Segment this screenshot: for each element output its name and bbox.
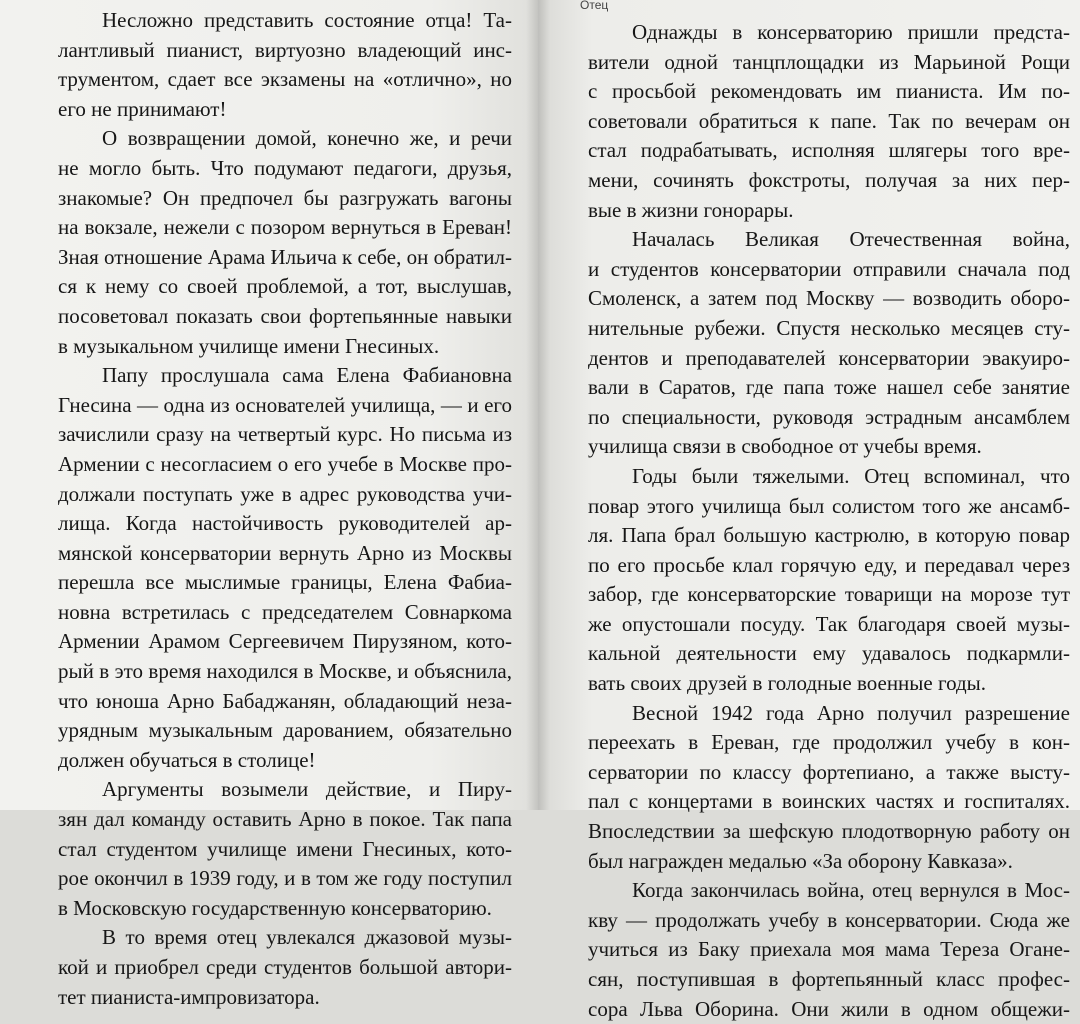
right-page-text <box>588 0 1070 1024</box>
text-line: сян, поступившая в фортепьянный класс профес- <box>588 967 1070 991</box>
text-line: ся к нему со своей проблемой, а тот, выслушав, <box>58 274 512 299</box>
text-line: должен обучаться в столице! <box>58 747 316 772</box>
text-line: О возвращении домой, конечно же, и речи <box>102 126 512 151</box>
text-line: по его просьбе клал горячую еду, и передавал через <box>588 552 1070 577</box>
text-line: пал с концертами в воинских частях и госпиталях. <box>588 789 1070 814</box>
text-line: повар этого училища был солистом того же ансамб- <box>588 493 1070 518</box>
text-line: рый в это время находился в Москве, и объяснила, <box>58 659 512 684</box>
text-line: новна встретилась с председателем Совнаркома <box>58 599 512 624</box>
text-line: Гнесина — одна из основателей училища, — и его <box>58 392 512 417</box>
text-line: перешла все мыслимые границы, Елена Фабиа- <box>58 570 512 595</box>
text-line: Смоленск, а затем под Москву — возводить оборо- <box>588 286 1070 311</box>
text-line: Весной 1942 года Арно получил разрешение <box>632 700 1070 725</box>
text-line: переехать в Ереван, где продолжил учебу в кон- <box>588 730 1070 755</box>
text-line: Армении Арамом Сергеевичем Пирузяном, кото- <box>58 629 512 654</box>
text-line: и студентов консерватории отправили сначала под <box>588 256 1070 281</box>
text-line: вать своих друзей в голодные военные годы. <box>588 671 987 696</box>
text-line: В то время отец увлекался джазовой музы- <box>102 925 512 950</box>
text-line: рое окончил в 1939 году, и в том же году поступил <box>58 866 512 891</box>
text-line: кой и приобрел среди студентов большой автори- <box>58 955 512 979</box>
text-line: посоветовал показать свои фортепьянные навыки <box>58 303 512 328</box>
text-line: тет пианиста-импровизатора. <box>58 984 320 1009</box>
running-head: Отец <box>580 0 609 12</box>
text-line: в музыкальном училище имени Гнесиных. <box>58 333 440 358</box>
text-line: урядным музыкальным дарованием, обязательно <box>58 718 512 743</box>
text-line: сора Льва Оборина. Они жили в одном общежи- <box>588 996 1070 1021</box>
text-line: Впоследствии за шефскую плодотворную работу он <box>588 819 1070 844</box>
text-line: с просьбой рекомендовать им пианиста. Им по- <box>588 79 1070 104</box>
text-line: Однажды в консерваторию пришли предста- <box>632 20 1070 44</box>
text-line: был награжден медалью «За оборону Кавказа». <box>588 848 1013 873</box>
text-line: Когда закончилась война, отец вернулся в Мос- <box>632 878 1070 903</box>
text-line: Армении с несогласием о его учебе в Москве про- <box>58 451 512 476</box>
text-line: Началась Великая Отечественная война, <box>632 227 1070 252</box>
text-line: же опустошали посуду. Так благодаря своей музы- <box>588 611 1070 636</box>
text-line: Зная отношение Арама Ильича к себе, он обратил- <box>58 244 512 269</box>
text-line: зачислили сразу на четвертый курс. Но письма из <box>58 422 512 447</box>
text-line: на вокзале, нежели с позором вернуться в Ереван! <box>58 215 512 240</box>
book-gutter <box>526 0 550 810</box>
left-page <box>0 0 538 1009</box>
text-line: нительные рубежи. Спустя несколько месяцев сту- <box>588 315 1070 340</box>
text-line: кальной деятельности ему удавалось подкармли- <box>588 641 1070 666</box>
text-line: забор, где консерваторские товарищи на морозе тут <box>588 582 1070 607</box>
text-line: Годы были тяжелыми. Отец вспоминал, что <box>632 463 1070 488</box>
text-line: в Московскую государственную консерваторию. <box>58 895 492 920</box>
text-line: серватории по классу фортепиано, а также высту- <box>588 759 1070 784</box>
text-line: мени, сочинять фокстроты, получая за них пер- <box>588 167 1070 192</box>
text-line: стал подрабатывать, исполняя шлягеры того вре- <box>588 138 1070 163</box>
text-line: мянской консерватории вернуть Арно из Москвы <box>58 540 512 565</box>
text-line: трументом, сдает все экзамены на «отлично», но <box>58 67 512 92</box>
text-line: должали поступать уже в адрес руководства учи- <box>58 481 512 506</box>
text-line: лантливый пианист, виртуозно владеющий инс- <box>58 37 512 62</box>
text-line: Несложно представить состояние отца! Та- <box>102 8 512 32</box>
text-line: знакомые? Он предпочел бы разгружать вагоны <box>58 185 512 210</box>
text-line: лища. Когда настойчивость руководителей ар- <box>58 511 512 536</box>
text-line: по специальности, руководя эстрадным ансамблем <box>588 404 1070 429</box>
text-line: вители одной танцплощадки из Марьиной Рощи <box>588 49 1070 74</box>
text-line: училища связи в свободное от учебы время. <box>588 434 982 459</box>
text-line: ля. Папа брал большую кастрюлю, в которую повар <box>588 523 1070 548</box>
right-page <box>538 0 1080 1021</box>
text-line: вые в жизни гонорары. <box>588 197 794 222</box>
text-line: Аргументы возымели действие, и Пиру- <box>102 777 512 802</box>
text-line: зян дал команду оставить Арно в покое. Так папа <box>58 807 512 832</box>
text-line: Папу прослушала сама Елена Фабиановна <box>102 363 512 388</box>
text-line: учиться из Баку приехала моя мама Тереза Оганe- <box>588 937 1070 962</box>
text-line: не могло быть. Что подумают педагоги, друзья, <box>58 155 512 180</box>
text-line: что юноша Арно Бабаджанян, обладающий неза- <box>58 688 512 713</box>
text-line: вали в Саратов, где папа тоже нашел себе занятие <box>588 375 1070 400</box>
text-line: кву — продолжать учебу в консерватории. Сюда же <box>588 907 1070 932</box>
text-line: советовали обратиться к папе. Так по вечерам он <box>588 108 1070 133</box>
text-line: стал студентом училище имени Гнесиных, кото- <box>58 836 512 861</box>
text-line: его не принимают! <box>58 96 227 121</box>
left-page-text <box>58 6 512 1012</box>
text-line: дентов и преподавателей консерватории эвакуиро- <box>588 345 1070 370</box>
